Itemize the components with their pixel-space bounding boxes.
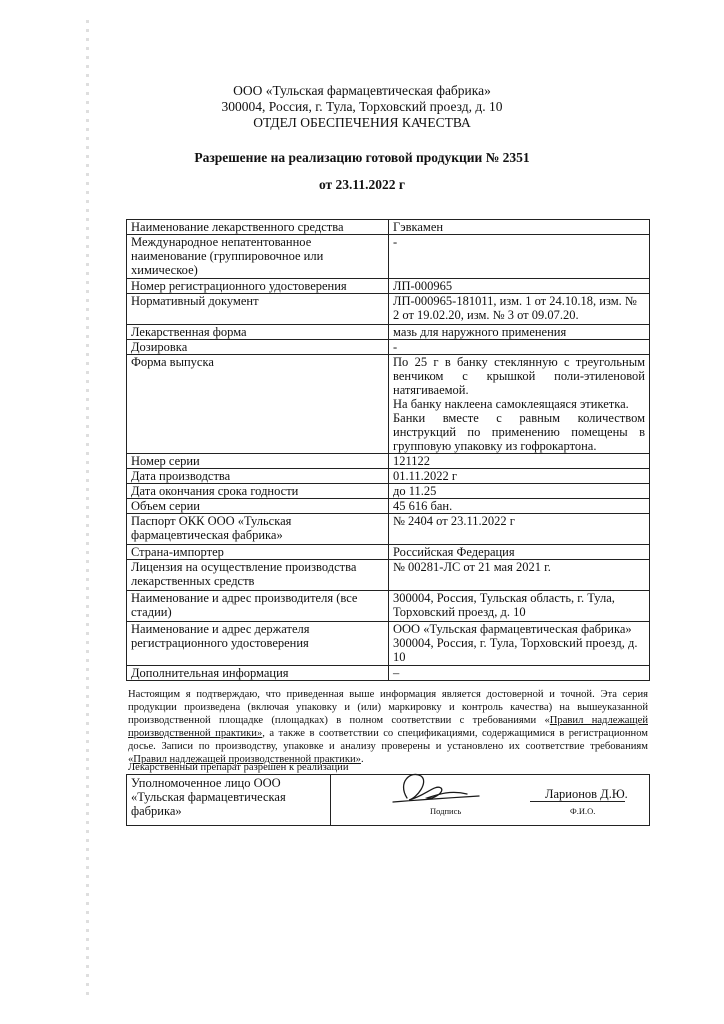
row-label: Международное непатентованное наименование (группировочное или химическое) <box>127 235 389 279</box>
company-address: 300004, Россия, г. Тула, Торховский проезд, д. 10 <box>221 99 503 114</box>
row-label: Наименование и адрес держателя регистрационного удостоверения <box>127 622 389 666</box>
row-label: Объем серии <box>127 499 389 514</box>
row-value: 121122 <box>389 454 650 469</box>
table-row <box>127 591 650 622</box>
row-label: Дата окончания срока годности <box>127 484 389 499</box>
row-value: - <box>389 340 650 355</box>
table-row <box>127 294 650 325</box>
row-label: Форма выпуска <box>127 355 389 454</box>
row-label: Дата производства <box>127 469 389 484</box>
row-value: 01.11.2022 г <box>389 469 650 484</box>
row-value: ООО «Тульская фармацевтическая фабрика» 300004, Россия, г. Тула, Торховский проезд, д. 10 <box>389 622 650 666</box>
table-row <box>127 622 650 666</box>
row-value: ЛП-000965 <box>389 279 650 294</box>
table-row <box>127 666 650 681</box>
table-row <box>127 499 650 514</box>
table-row <box>127 340 650 355</box>
confirmation-text: Настоящим я подтверждаю, что приведенная выше информация является достоверной и точной. Эта серия продукции произведена (включая упаковку и (или) маркировку и контроль качества) на вышеуказанной производственной площадке (площадках) в полном соответствии с требованиями « <box>128 689 648 726</box>
table-row <box>127 560 650 591</box>
row-value: до 11.25 <box>389 484 650 499</box>
signature-cell <box>331 775 650 826</box>
row-label: Паспорт ОКК ООО «Тульская фармацевтическая фабрика» <box>127 514 389 545</box>
confirmation-text: , а также в соответствии со спецификациями, содержащимися в регистрационном досье. Записи по производству, упаковке и анализу проверены и установлено их соответствие требованиям « <box>128 728 648 765</box>
row-label: Нормативный документ <box>127 294 389 325</box>
table-row <box>127 454 650 469</box>
letterhead <box>0 83 724 131</box>
authorized-person: Уполномоченное лицо ООО «Тульская фармацевтическая фабрика» <box>127 775 331 826</box>
row-value: - <box>389 235 650 279</box>
row-value: № 2404 от 23.11.2022 г <box>389 514 650 545</box>
row-label: Лицензия на осуществление производства лекарственных средств <box>127 560 389 591</box>
confirmation-text: . <box>360 754 364 765</box>
row-value: – <box>389 666 650 681</box>
table-row <box>127 235 650 279</box>
row-label: Дозировка <box>127 340 389 355</box>
row-label: Номер серии <box>127 454 389 469</box>
table-row <box>127 220 650 235</box>
table-row <box>127 484 650 499</box>
signature-table <box>126 774 650 826</box>
scan-edge-artifact <box>86 20 89 1000</box>
signature-caption: Подпись <box>430 806 462 816</box>
row-label: Дополнительная информация <box>127 666 389 681</box>
document-title: Разрешение на реализацию готовой продукции № 2351 <box>194 150 530 165</box>
row-label: Наименование лекарственного средства <box>127 220 389 235</box>
table-row <box>127 545 650 560</box>
confirmation-paragraph <box>128 688 648 766</box>
table-row <box>127 775 650 826</box>
row-value: 45 616 бан. <box>389 499 650 514</box>
fio-caption: Ф.И.О. <box>570 806 596 816</box>
table-row <box>127 514 650 545</box>
department-name: ОТДЕЛ ОБЕСПЕЧЕНИЯ КАЧЕСТВА <box>253 115 471 130</box>
gmp-reference: Правил надлежащей производственной практики» <box>133 754 361 765</box>
gmp-reference: Правил надлежащей производственной практики» <box>128 715 648 739</box>
row-value: ЛП-000965-181011, изм. 1 от 24.10.18, изм. № 2 от 19.02.20, изм. № 3 от 09.07.20. <box>389 294 650 325</box>
table-row <box>127 325 650 340</box>
name-underline <box>530 801 625 802</box>
row-label: Лекарственная форма <box>127 325 389 340</box>
product-info-table <box>126 219 650 681</box>
document-date: от 23.11.2022 г <box>318 177 406 192</box>
signer-name: Ларионов Д.Ю. <box>545 787 628 801</box>
row-value: 300004, Россия, Тульская область, г. Тула, Торховский проезд, д. 10 <box>389 591 650 622</box>
row-value: № 00281-ЛС от 21 мая 2021 г. <box>389 560 650 591</box>
table-row <box>127 469 650 484</box>
row-label: Номер регистрационного удостоверения <box>127 279 389 294</box>
release-statement: Лекарственный препарат разрешен к реализации <box>128 762 349 773</box>
table-row <box>127 279 650 294</box>
row-value: По 25 г в банку стеклянную с треугольным венчиком с крышкой поли-этиленовой натягиваемой. На банку наклеена самоклеящаяся этикетка. Банки вместе с равным количеством инструкций по применению помещены в групповую упаковку из гофрокартона. <box>389 355 650 454</box>
company-name: ООО «Тульская фармацевтическая фабрика» <box>233 83 491 98</box>
row-label: Наименование и адрес производителя (все стадии) <box>127 591 389 622</box>
row-label: Страна-импортер <box>127 545 389 560</box>
row-value: Гэвкамен <box>389 220 650 235</box>
table-row <box>127 355 650 454</box>
row-value: мазь для наружного применения <box>389 325 650 340</box>
row-value: Российская Федерация <box>389 545 650 560</box>
